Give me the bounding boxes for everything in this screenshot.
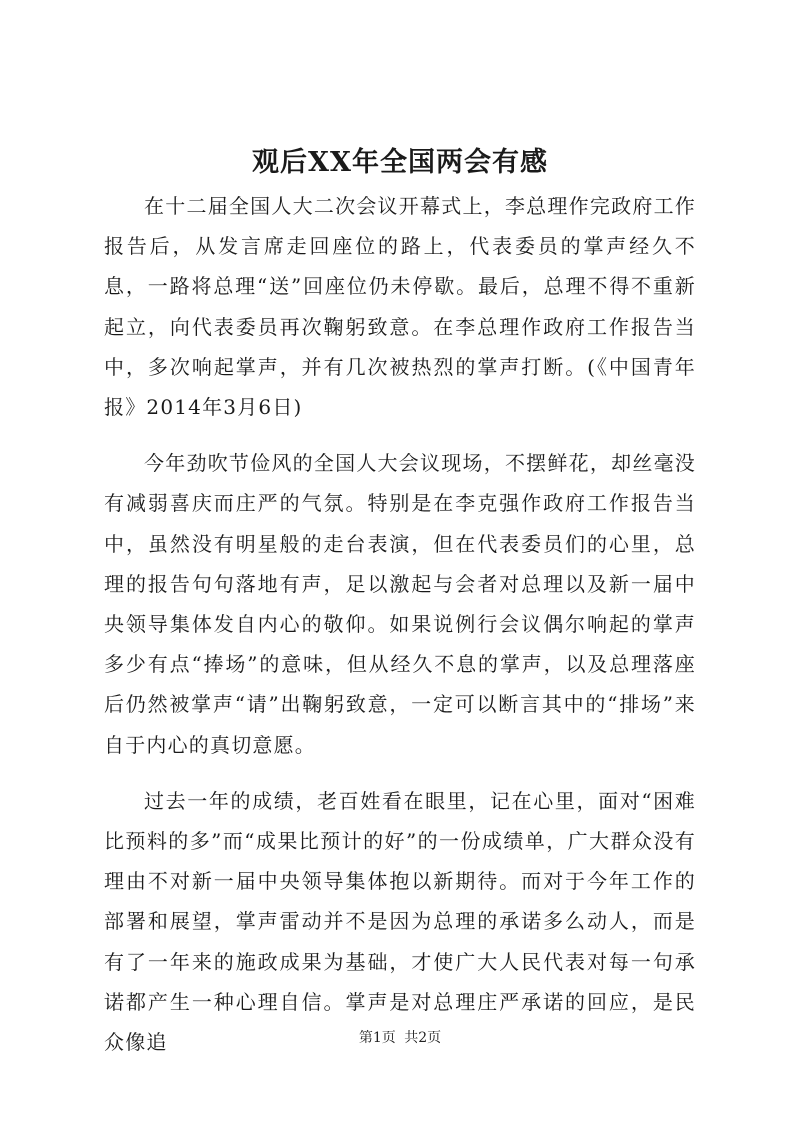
paragraph-3: 过去一年的成绩，老百姓看在眼里，记在心里，面对“困难比预料的多”而“成果比预计的好”的一份成绩单，广大群众没有理由不对新一届中央领导集体抱以新期待。而对于今年工作的部署和展望，掌声雷动并不是因为总理的承诺多么动人，而是有了一年来的施政成果为基础，才使广大人民代表对每一句承诺都产生一种心理自信。掌声是对总理庄严承诺的回应，是民众像追 xyxy=(104,788,696,1055)
page-number: 第1页 xyxy=(358,1030,396,1046)
page-footer xyxy=(0,1027,800,1047)
paragraph-1: 在十二届全国人大二次会议开幕式上，李总理作完政府工作报告后，从发言席走回座位的路上，代表委员的掌声经久不息，一路将总理“送”回座位仍未停歇。最后，总理不得不重新起立，向代表委员再次鞠躬致意。在李总理作政府工作报告当中，多次响起掌声，并有几次被热烈的掌声打断。(《中国青年报》2014年3月6日) xyxy=(104,194,696,420)
page-total: 共2页 xyxy=(404,1030,442,1046)
paragraph-2: 今年劲吹节俭风的全国人大会议现场，不摆鲜花，却丝毫没有减弱喜庆而庄严的气氛。特别是在李克强作政府工作报告当中，虽然没有明星般的走台表演，但在代表委员们的心里，总理的报告句句落地有声，足以激起与会者对总理以及新一届中央领导集体发自内心的敬仰。如果说例行会议偶尔响起的掌声多少有点“捧场”的意味，但从经久不息的掌声，以及总理落座后仍然被掌声“请”出鞠躬致意，一定可以断言其中的“排场”来自于内心的真切意愿。 xyxy=(104,451,696,757)
document-body xyxy=(104,186,696,1078)
document-title: 观后XX年全国两会有感 xyxy=(252,147,548,178)
